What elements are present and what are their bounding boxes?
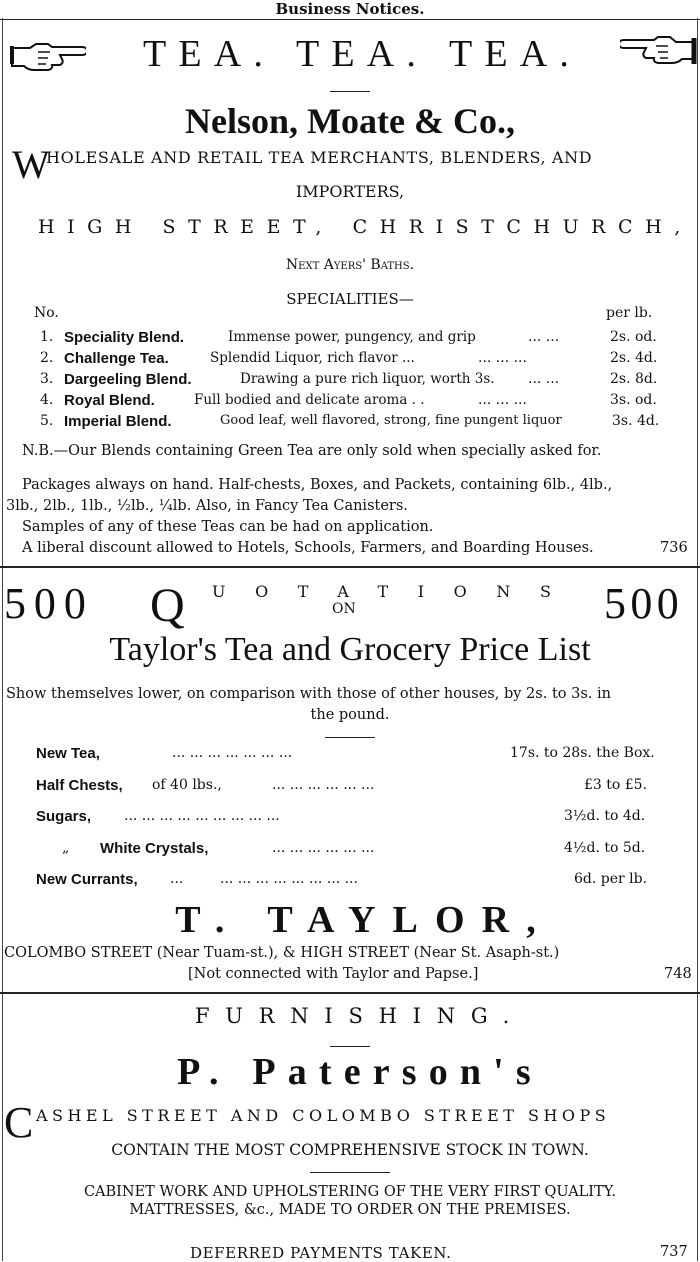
- item-description: Drawing a pure rich liquor, worth 3s.: [240, 371, 495, 387]
- ad3-mattresses: MATTRESSES, &c., MADE TO ORDER ON THE PREMISES.: [129, 1202, 571, 1218]
- ad2-title: Taylor's Tea and Grocery Price List: [109, 631, 591, 668]
- leader-dots: ... ... ... ... ... ... ...: [172, 745, 293, 761]
- ad3-reference-number: 737: [660, 1244, 688, 1260]
- speciality-row: [0, 392, 700, 414]
- ad1-description-cont: IMPORTERS,: [295, 182, 405, 201]
- ad1-discount: A liberal discount allowed to Hotels, Schools, Farmers, and Boarding Houses.: [22, 540, 594, 556]
- rule: [325, 737, 375, 738]
- price-item: New Currants,: [36, 871, 138, 888]
- speciality-row: [0, 371, 700, 393]
- price-note: „: [62, 840, 70, 856]
- leader-dots: ... ... ... ... ... ... ... ... ...: [124, 808, 280, 824]
- price-value: 3½d. to 4d.: [564, 808, 646, 824]
- ad2-number-right: 500: [604, 579, 684, 628]
- item-number: 4.: [40, 392, 54, 408]
- ad1-description: HOLESALE AND RETAIL TEA MERCHANTS, BLENDERS, AND: [46, 148, 593, 167]
- item-number: 1.: [40, 329, 54, 345]
- ad2-address: COLOMBO STREET (Near Tuam-st.), & HIGH STREET (Near St. Asaph-st.): [4, 945, 560, 961]
- price-row: [0, 871, 700, 893]
- column-price-label: per lb.: [606, 305, 653, 321]
- item-name: Imperial Blend.: [64, 413, 172, 430]
- leader-dots: ... ... ... ... ... ...: [272, 777, 375, 793]
- price-note: of 40 lbs.,: [152, 777, 222, 793]
- header-rule: [0, 19, 700, 20]
- item-name: Speciality Blend.: [64, 329, 185, 346]
- item-number: 5.: [40, 413, 54, 429]
- speciality-row: [0, 329, 700, 351]
- item-price: 2s. od.: [610, 329, 657, 345]
- ad1-note: N.B.—Our Blends containing Green Tea are only sold when specially asked for.: [22, 443, 602, 459]
- leader-dots: ... ... ...: [478, 392, 527, 408]
- item-number: 3.: [40, 371, 54, 387]
- rule: [330, 1046, 370, 1047]
- ad2-subtitle-cont: the pound.: [310, 707, 390, 723]
- price-item: New Tea,: [36, 745, 100, 762]
- item-price: 3s. od.: [610, 392, 657, 408]
- rule: [330, 91, 370, 92]
- ad3-stock: CONTAIN THE MOST COMPREHENSIVE STOCK IN TOWN.: [111, 1141, 589, 1159]
- leader-dots: ... ...: [528, 371, 560, 387]
- separator-rule: [0, 566, 700, 568]
- item-price: 2s. 4d.: [610, 350, 658, 366]
- ad2-disclaimer: [Not connected with Taylor and Papse.]: [188, 966, 479, 982]
- speciality-row: [0, 413, 700, 435]
- leader-dots: ... ... ...: [478, 350, 527, 366]
- ad2-on: ON: [332, 601, 356, 617]
- price-row: [0, 777, 700, 799]
- ad3-headline: FURNISHING.: [194, 1004, 526, 1028]
- separator-rule: [0, 992, 700, 994]
- item-number: 2.: [40, 350, 54, 366]
- price-row: [0, 840, 700, 862]
- price-row: [0, 808, 700, 830]
- price-value: £3 to £5.: [584, 777, 648, 793]
- speciality-row: [0, 350, 700, 372]
- ad2-number-left: 500: [4, 579, 94, 628]
- ad2-proprietor: T. TAYLOR,: [175, 899, 553, 941]
- ad1-dropcap: W: [12, 142, 50, 187]
- price-row: [0, 745, 700, 767]
- ad2-reference-number: 748: [664, 966, 692, 982]
- ad1-packages: Packages always on hand. Half-chests, Boxes, and Packets, containing 6lb., 4lb.,: [22, 477, 613, 493]
- ad3-firm-name: P. Paterson's: [177, 1051, 543, 1093]
- column-number-label: No.: [34, 305, 59, 321]
- specialities-heading: SPECIALITIES—: [286, 290, 414, 308]
- item-name: Dargeeling Blend.: [64, 371, 192, 388]
- item-name: Royal Blend.: [64, 392, 155, 409]
- price-item: Sugars,: [36, 808, 92, 825]
- item-price: 2s. 8d.: [610, 371, 658, 387]
- item-description: Immense power, pungency, and grip: [228, 329, 476, 345]
- item-price: 3s. 4d.: [612, 413, 660, 429]
- price-note: ...: [170, 871, 184, 887]
- ad1-samples: Samples of any of these Teas can be had on application.: [22, 519, 434, 535]
- ad1-packages-cont: 3lb., 2lb., 1lb., ½lb., ¼lb. Also, in Fancy Tea Canisters.: [6, 498, 408, 514]
- item-description: Splendid Liquor, rich flavor ...: [210, 350, 415, 366]
- ad3-payments: DEFERRED PAYMENTS TAKEN.: [190, 1244, 452, 1262]
- ad3-shops: ASHEL STREET AND COLOMBO STREET SHOPS: [36, 1106, 611, 1125]
- price-value: 6d. per lb.: [574, 871, 648, 887]
- ad1-address: HIGH STREET, CHRISTCHURCH,: [38, 216, 693, 238]
- price-value: 17s. to 28s. the Box.: [510, 745, 655, 761]
- item-description: Good leaf, well flavored, strong, fine pungent liquor: [220, 413, 562, 428]
- section-title: Business Notices.: [275, 0, 425, 18]
- price-item: White Crystals,: [100, 840, 209, 857]
- leader-dots: ... ... ... ... ... ... ... ...: [220, 871, 358, 887]
- rule: [310, 1172, 390, 1173]
- leader-dots: ... ... ... ... ... ...: [272, 840, 375, 856]
- ad2-dropcap: Q: [150, 579, 185, 632]
- ad1-headline: TEA. TEA. TEA.: [143, 33, 581, 75]
- ad3-dropcap: C: [4, 1098, 34, 1147]
- ad1-firm-name: Nelson, Moate & Co.,: [185, 101, 515, 141]
- leader-dots: ... ...: [528, 329, 560, 345]
- ad3-cabinet: CABINET WORK AND UPHOLSTERING OF THE VERY FIRST QUALITY.: [83, 1184, 617, 1200]
- ad1-reference-number: 736: [660, 540, 688, 556]
- item-description: Full bodied and delicate aroma . .: [194, 392, 425, 408]
- ad2-subtitle: Show themselves lower, on comparison with those of other houses, by 2s. to 3s. in: [6, 686, 611, 702]
- price-item: Half Chests,: [36, 777, 123, 794]
- item-name: Challenge Tea.: [64, 350, 169, 367]
- ad1-next-to: Next Ayers' Baths.: [285, 257, 415, 273]
- price-value: 4½d. to 5d.: [564, 840, 646, 856]
- ad2-quotations: UOTATIONS: [212, 582, 581, 601]
